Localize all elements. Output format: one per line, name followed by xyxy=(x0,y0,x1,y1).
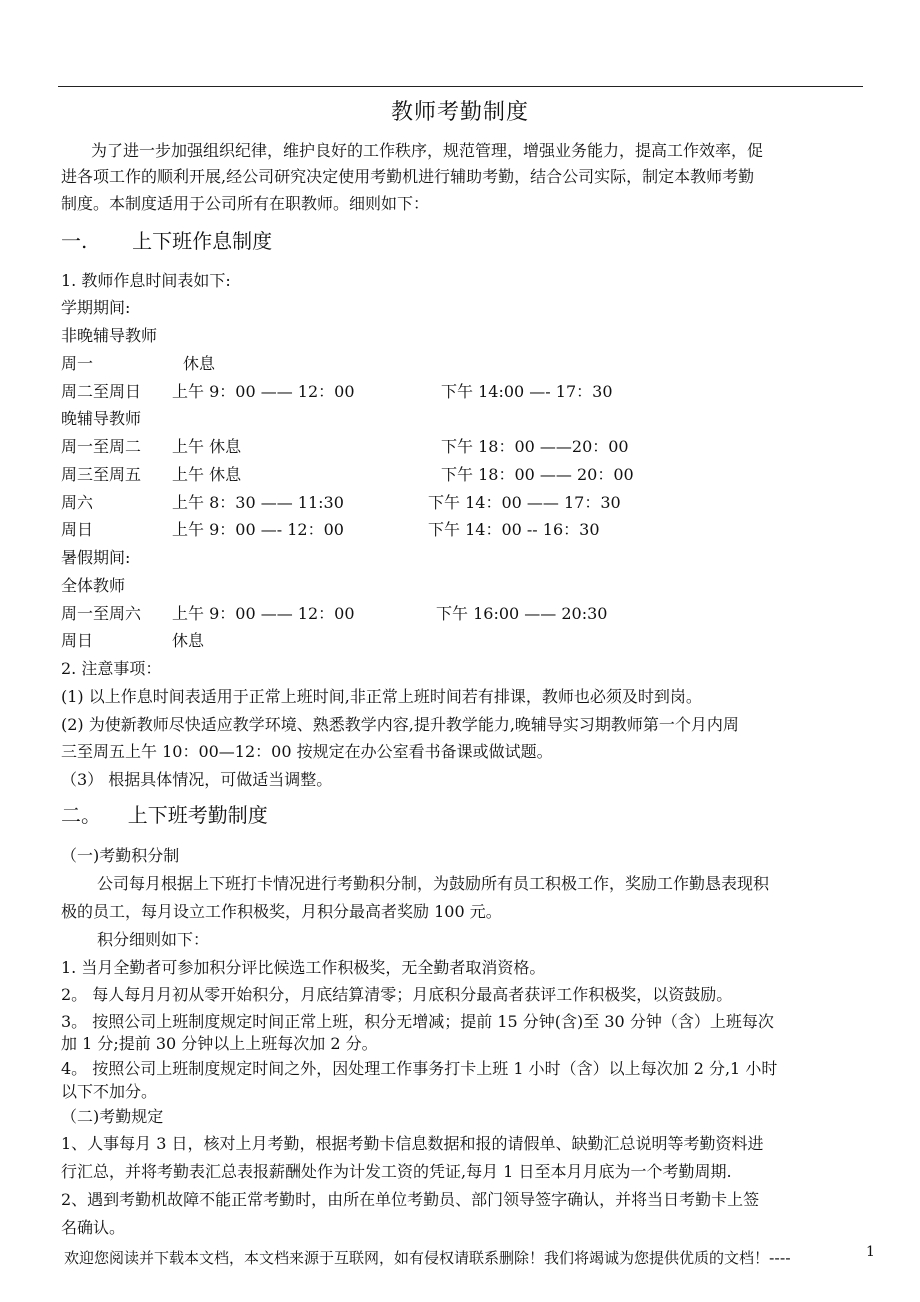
schedule-day: 周三至周五 xyxy=(61,465,142,484)
point-line: 加 1 分;提前 30 分钟以上上班每次加 2 分。 xyxy=(61,1034,378,1053)
header-rule xyxy=(58,86,863,87)
group-label: 晚辅导教师 xyxy=(61,409,142,428)
point-line: 2。 每人每月月初从零开始积分，月底结算清零；月底积分最高者获评工作积极奖，以资鼓励。 xyxy=(61,985,733,1004)
schedule-pm: 下午 14：00 -- 16：30 xyxy=(428,520,600,539)
schedule-day: 周一至周二 xyxy=(61,437,142,456)
rule-line: 1、人事每月 3 日，核对上月考勤，根据考勤卡信息数据和报的请假单、缺勤汇总说明等考勤资料进 xyxy=(61,1134,764,1153)
note-line: (2) 为使新教师尽快适应教学环境、熟悉教学内容,提升教学能力,晚辅导实习期教师第一个月内周 xyxy=(61,715,739,734)
note-line: 三至周五上午 10：00—12：00 按规定在办公室看书备课或做试题。 xyxy=(61,742,553,761)
rule-line: 名确认。 xyxy=(61,1218,126,1237)
point-line: 4。 按照公司上班制度规定时间之外，因处理工作事务打卡上班 1 小时（含）以上每次加 2 分,1 小时 xyxy=(61,1059,778,1078)
term-label: 暑假期间: xyxy=(61,548,131,567)
schedule-pm: 下午 14:00 —- 17：30 xyxy=(441,382,613,401)
footer-notice: 欢迎您阅读并下载本文档，本文档来源于互联网，如有侵权请联系删除！我们将竭诚为您提供优质的文档！---- xyxy=(64,1249,791,1267)
schedule-pm: 下午 14：00 —— 17：30 xyxy=(428,493,621,512)
subsection-title: （一)考勤积分制 xyxy=(61,846,180,865)
schedule-day: 周日 xyxy=(61,520,94,539)
subsection-title: （二)考勤规定 xyxy=(61,1107,164,1126)
group-label: 非晚辅导教师 xyxy=(61,326,158,345)
rule-line: 2、遇到考勤机故障不能正常考勤时，由所在单位考勤员、部门领导签字确认，并将当日考勤卡上签 xyxy=(61,1190,760,1209)
term-label: 学期期间: xyxy=(61,298,131,317)
paragraph-line: 极的员工，每月设立工作积极奖，月积分最高者奖励 100 元。 xyxy=(61,902,502,921)
schedule-am: 上午 休息 xyxy=(172,437,242,456)
list-item: 2. 注意事项： xyxy=(61,659,162,678)
intro-line: 为了进一步加强组织纪律，维护良好的工作秩序，规范管理，增强业务能力，提高工作效率，促 xyxy=(91,141,764,160)
note-line: (1) 以上作息时间表适用于正常上班时间,非正常上班时间若有排课，教师也必须及时到岗。 xyxy=(61,687,702,706)
section-title: 上下班考勤制度 xyxy=(127,803,268,827)
document-title: 教师考勤制度 xyxy=(390,100,529,125)
schedule-day: 周日 xyxy=(61,631,94,650)
schedule-am: 上午 9：00 —— 12：00 xyxy=(172,604,355,623)
schedule-am: 上午 9：00 —- 12：00 xyxy=(172,520,344,539)
schedule-pm: 下午 18：00 ——20：00 xyxy=(441,437,629,456)
page-number: 1 xyxy=(866,1244,875,1260)
section-number: 二。 xyxy=(61,803,101,827)
rule-line: 行汇总，并将考勤表汇总表报薪酬处作为计发工资的凭证,每月 1 日至本月月底为一个考勤周期. xyxy=(61,1162,732,1181)
schedule-am: 休息 xyxy=(172,631,205,650)
schedule-pm: 下午 18：00 —— 20：00 xyxy=(441,465,634,484)
schedule-am: 上午 9：00 —— 12：00 xyxy=(172,382,355,401)
schedule-am: 上午 8：30 —— 11:30 xyxy=(172,493,344,512)
intro-line: 制度。本制度适用于公司所有在职教师。细则如下： xyxy=(61,194,430,213)
schedule-day: 周二至周日 xyxy=(61,382,142,401)
section-title: 上下班作息制度 xyxy=(132,229,273,253)
paragraph-line: 公司每月根据上下班打卡情况进行考勤积分制，为鼓励所有员工积极工作，奖励工作勤恳表现积 xyxy=(97,874,770,893)
intro-line: 进各项工作的顺利开展,经公司研究决定使用考勤机进行辅助考勤，结合公司实际，制定本教师考勤 xyxy=(61,167,755,186)
paragraph-line: 积分细则如下： xyxy=(97,930,210,949)
schedule-day: 周一 xyxy=(61,354,94,373)
note-line: （3） 根据具体情况，可做适当调整。 xyxy=(61,770,333,789)
point-line: 以下不加分。 xyxy=(61,1082,158,1101)
list-item: 1. 教师作息时间表如下: xyxy=(61,271,231,290)
group-label: 全体教师 xyxy=(61,576,126,595)
section-heading-1 xyxy=(61,229,272,253)
schedule-pm: 下午 16:00 —— 20:30 xyxy=(436,604,608,623)
schedule-day: 周六 xyxy=(61,493,94,512)
section-number: 一. xyxy=(61,229,88,253)
schedule-am: 上午 休息 xyxy=(172,465,242,484)
point-line: 1. 当月全勤者可参加积分评比候选工作积极奖，无全勤者取消资格。 xyxy=(61,958,546,977)
schedule-day: 周一至周六 xyxy=(61,604,142,623)
schedule-am: 休息 xyxy=(183,354,216,373)
section-heading-2 xyxy=(61,803,268,827)
point-line: 3。 按照公司上班制度规定时间正常上班，积分无增减；提前 15 分钟(含)至 30 分钟（含）上班每次 xyxy=(61,1012,774,1031)
